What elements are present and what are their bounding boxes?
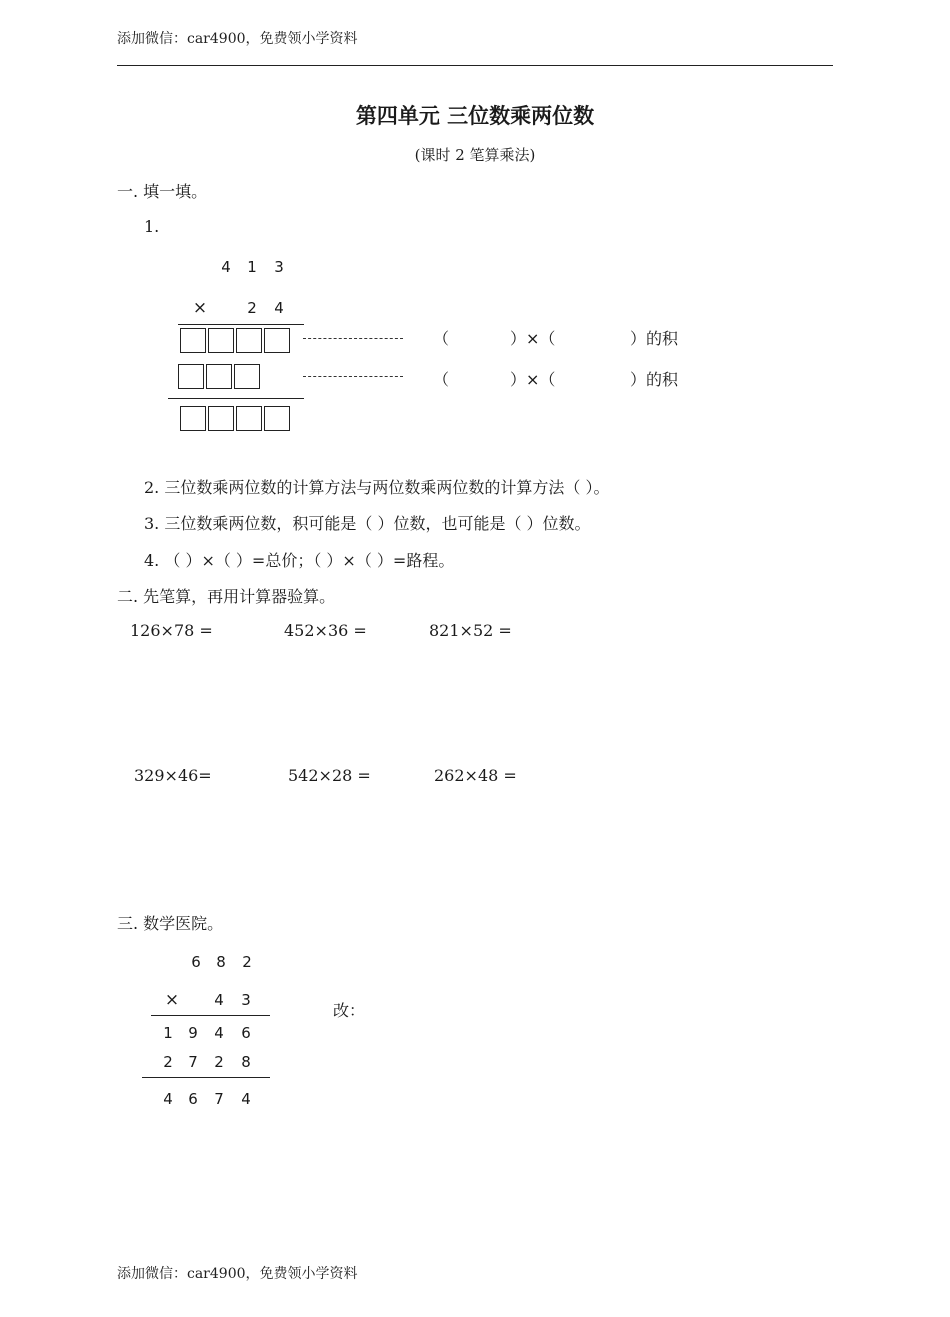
- s3-line-2: [142, 1077, 270, 1078]
- q1-row2-product-label: ）的积: [630, 370, 679, 389]
- q1-answer-box[interactable]: [178, 364, 204, 389]
- s3-partial1-digit: 6: [241, 1024, 251, 1042]
- s3-partial2-digit: 7: [188, 1053, 198, 1071]
- calc-problem: 452×36 =: [284, 621, 367, 640]
- s3-multiplier-digit: 4: [214, 991, 224, 1009]
- header-divider: [117, 65, 833, 66]
- s3-multiplier-digit: 3: [241, 991, 251, 1009]
- fix-label: 改：: [333, 1001, 366, 1020]
- q1-answer-box[interactable]: [264, 328, 290, 353]
- s3-partial2-digit: 2: [163, 1053, 173, 1071]
- calc-problem: 821×52 =: [429, 621, 512, 640]
- q1-times-sign: ×: [192, 298, 208, 318]
- s3-line-1: [151, 1015, 270, 1016]
- page-subtitle: (课时 2 笔算乘法): [414, 146, 536, 164]
- footer-watermark: 添加微信：car4900，免费领小学资料: [117, 1266, 358, 1282]
- q1-answer-box[interactable]: [234, 364, 260, 389]
- q1-row2-paren-open: （: [433, 370, 450, 389]
- section3-heading: 三. 数学医院。: [117, 914, 224, 933]
- q1-row1-paren-open: （: [433, 329, 450, 348]
- s3-result-digit: 4: [241, 1090, 251, 1108]
- s3-result-digit: 4: [163, 1090, 173, 1108]
- q1-row1-times: ）×（: [510, 329, 556, 348]
- header-watermark: 添加微信：car4900，免费领小学资料: [117, 31, 358, 47]
- page-title: 第四单元 三位数乘两位数: [355, 103, 595, 128]
- s3-partial2-digit: 2: [214, 1053, 224, 1071]
- q1-result-box[interactable]: [264, 406, 290, 431]
- q1-row1-product-label: ）的积: [630, 329, 679, 348]
- s3-partial1-digit: 4: [214, 1024, 224, 1042]
- s3-times-sign: ×: [164, 990, 180, 1010]
- calc-problem: 126×78 =: [130, 621, 213, 640]
- q1-row2-times: ）×（: [510, 370, 556, 389]
- s3-partial2-digit: 8: [241, 1053, 251, 1071]
- q1-multiplier-digit: 4: [274, 299, 284, 317]
- q4-text: 4. （ ）×（ ）=总价；（ ）×（ ）=路程。: [144, 551, 455, 570]
- q1-multiplicand-digit: 4: [221, 258, 231, 276]
- q1-dashed-leader: [303, 338, 403, 339]
- calc-problem: 329×46=: [134, 766, 212, 785]
- q1-answer-box[interactable]: [208, 328, 234, 353]
- section1-heading: 一. 填一填。: [117, 182, 208, 201]
- q1-answer-box[interactable]: [236, 328, 262, 353]
- q2-text: 2. 三位数乘两位数的计算方法与两位数乘两位数的计算方法（ ）。: [144, 478, 610, 497]
- section2-heading: 二. 先笔算，再用计算器验算。: [117, 587, 336, 606]
- q1-multiplier-digit: 2: [247, 299, 257, 317]
- q1-dashed-leader: [303, 376, 403, 377]
- q1-multiplicand-digit: 3: [274, 258, 284, 276]
- q1-result-box[interactable]: [236, 406, 262, 431]
- s3-partial1-digit: 9: [188, 1024, 198, 1042]
- q1-answer-box[interactable]: [180, 328, 206, 353]
- s3-multiplicand-digit: 2: [242, 953, 252, 971]
- s3-multiplicand-digit: 6: [191, 953, 201, 971]
- s3-multiplicand-digit: 8: [216, 953, 226, 971]
- s3-result-digit: 6: [188, 1090, 198, 1108]
- q1-multiplicand-digit: 1: [247, 258, 257, 276]
- s3-result-digit: 7: [214, 1090, 224, 1108]
- q3-text: 3. 三位数乘两位数，积可能是（ ）位数，也可能是（ ）位数。: [144, 514, 591, 533]
- q1-answer-box[interactable]: [206, 364, 232, 389]
- q1-result-box[interactable]: [180, 406, 206, 431]
- q1-number: 1.: [144, 217, 160, 236]
- calc-problem: 262×48 =: [434, 766, 517, 785]
- s3-partial1-digit: 1: [163, 1024, 173, 1042]
- q1-line-1: [178, 324, 304, 325]
- calc-problem: 542×28 =: [288, 766, 371, 785]
- q1-result-box[interactable]: [208, 406, 234, 431]
- q1-line-2: [168, 398, 304, 399]
